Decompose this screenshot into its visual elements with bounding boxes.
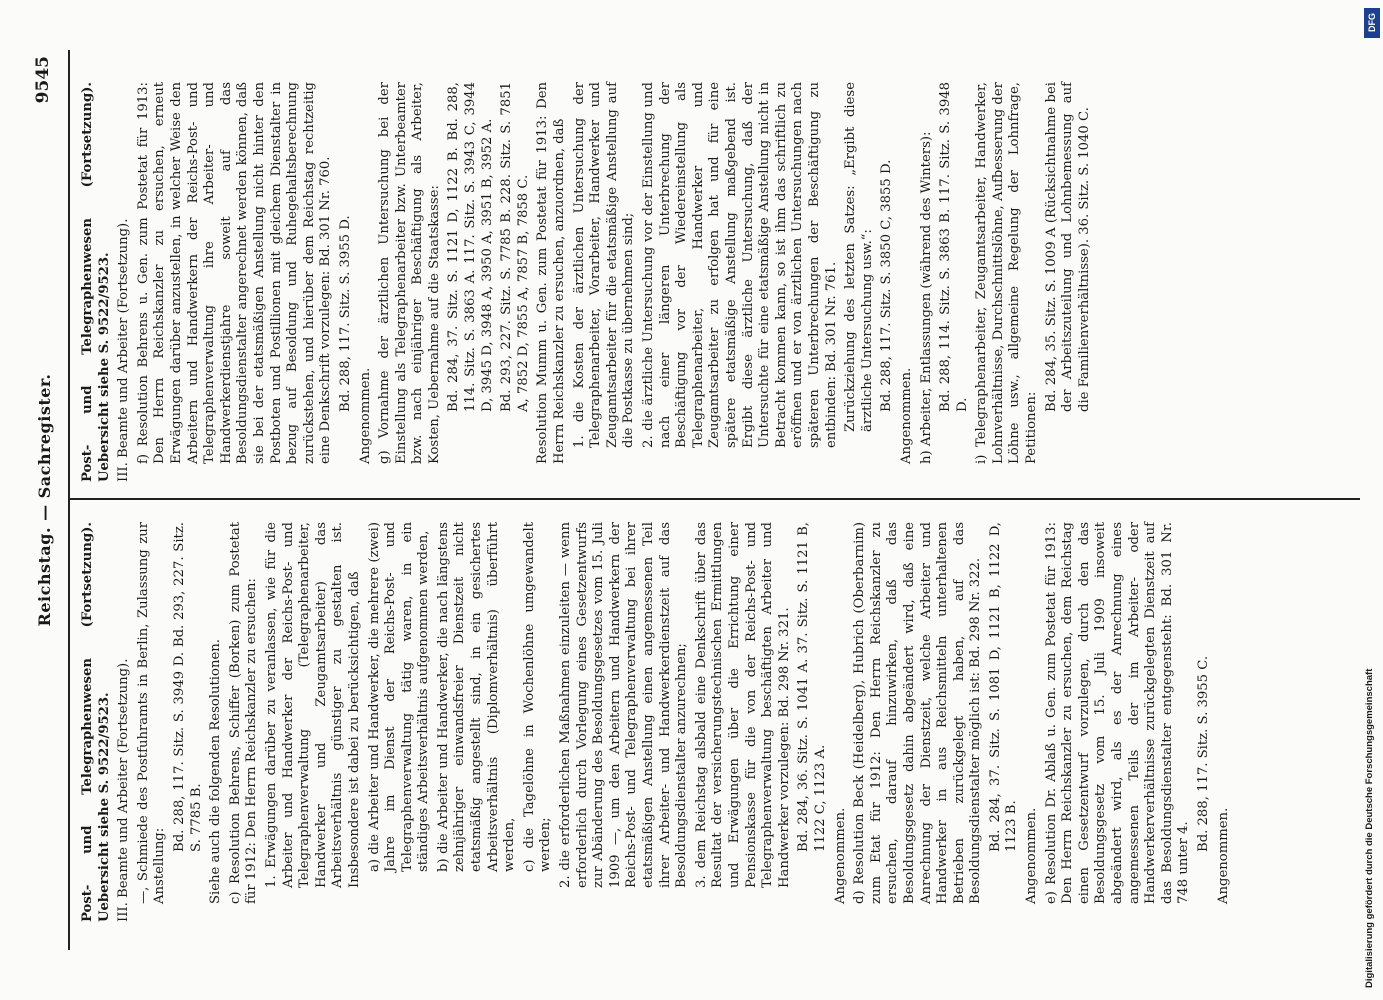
entry-paragraph: Angenommen. [1024,807,1040,904]
entry-paragraph: Bd. 284, 37. Sitz. S. 1121 D, 1122 B. Bd. 288, 114. Sitz. S. 3863 A. 117. Sitz. S. 3943 C, 3944 D, 3945 D, 3948 A, 3950 A, 3951 B, 3952 A. [446,82,495,412]
entry-paragraph: Post- und Telegraphenwesen (Fortsetzung). Uebersicht siehe S. 9522/9523. [80,82,112,482]
entry-paragraph: 3. dem Reichstag alsbald eine Denkschrift über das Resultat der versicherungstechnischen Ermittlungen und Erwägungen über die Errichtung einer Pensionskasse für die von der Reichs-Post- und Telegraphenverwaltung beschäftigten Arbeiter und Handwerker vorzulegen: Bd. 298 Nr. 321. [693,522,792,888]
funding-note-text: Digitalisierung gefördert durch die Deutsche Forschungsgemeinschaft [1364,668,1375,988]
entry-paragraph: f) Resolution Behrens u. Gen. zum Postetat für 1913: Den Herrn Reichskanzler zu ersuchen, erneut Erwägungen darüber anzustellen, in welcher Weise den Arbeitern und Handwerkern der Reichs-Post- und Telegraphenverwaltung ihre Arbeiter- und Handwerkerdienstjahre soweit auf das Besoldungsdienstalter angerechnet werden können, daß sie bei der etatsmäßigen Anstellung nicht hinter den Postboten und Postillionen mit gleichem Dienstalter in bezug auf Besoldung und Ruhegehaltsberechnung zurückstehen, und hierüber dem Reichstag rechtzeitig eine Denkschrift vorzulegen: Bd. 301 Nr. 760. [135,82,334,464]
entry-paragraph: Bd. 284, 36. Sitz. S. 1041 A. 37. Sitz. S. 1121 B, 1122 C, 1123 A. [796,522,828,852]
entry-paragraph: Bd. 293, 227. Sitz. S. 7785 B. 228. Sitz. S. 7851 A, 7852 D, 7855 A, 7857 B, 7858 C. [499,82,531,412]
right-column [80,82,1096,482]
entry-paragraph: g) Vornahme der ärztlichen Untersuchung bei der Einstellung als Telegraphenarbeiter bzw. Unterbeamter bzw. nach einjähriger Beschäftigung als Arbeiter, Kosten, Uebernahme auf die Staatskasse: [377,82,442,464]
entry-paragraph: 2. die ärztliche Untersuchung vor der Einstellung und nach einer längeren Unterbrechung der Beschäftigung vor der Wiedereinstellung als Telegraphenarbeiter, Handwerker und Zeugamtsarbeiter zu erfolgen hat und für eine spätere etatsmäßige Anstellung maßgebend ist. Ergibt diese ärztliche Untersuchung, daß der Untersuchte für eine etatsmäßige Anstellung nicht in Betracht kommen kann, so ist ihm das schriftlich zu eröffnen und er von ärztlichen Untersuchungen nach späteren Unterbrechungen der Beschäftigung zu entbinden: Bd. 301 Nr. 761. [641,82,839,448]
page-number: 9545 [33,56,53,104]
entry-paragraph: Angenommen. [357,367,373,464]
entry-paragraph: Zurückziehung des letzten Satzes: „Ergibt diese ärztliche Untersuchung usw.“: [843,82,875,432]
left-column [80,522,1235,922]
entry-paragraph: Post- und Telegraphenwesen (Fortsetzung). Uebersicht siehe S. 9522/9523. [80,522,112,922]
entry-paragraph: c) die Tagelöhne in Wochenlöhne umgewandelt werden; [521,522,554,872]
column-divider [70,499,1360,501]
running-title: Reichstag. — Sachregister. [35,373,54,627]
entry-paragraph: b) die Arbeiter und Handwerker, die nach längstens zehnjähriger einwandsfreier Dienstzeit nicht etatsmäßig angestellt sind, in ein gesichertes Arbeitsverhältnis (Diplomverhältnis) überführt werden, [435,522,518,872]
entry-paragraph: III. Beamte und Arbeiter (Fortsetzung). [116,658,132,922]
entry-paragraph: Angenommen. [1215,807,1231,904]
entry-paragraph: d) Resolution Beck (Heidelberg), Hubrich (Oberbarnim) zum Etat für 1912: Den Herrn Reichskanzler zu ersuchen, darauf hinzuwirken, daß das Besoldungsgesetz dahin abgeändert wird, daß eine Anrechnung der Dienstzeit, welche Arbeiter und Handwerker in aus Reichsmitteln unterhaltenen Betrieben zurückgelegt haben, auf das Besoldungsdienstalter möglich ist: Bd. 298 Nr. 322. [852,522,984,904]
entry-paragraph: Siehe auch die folgenden Resolutionen. [208,639,224,904]
dfg-logo-text: DFG [1367,13,1377,33]
entry-paragraph: Bd. 284, 35. Sitz. S. 1009 A (Rücksichtnahme bei der Arbeitszuteilung und Lohnbemessung auf die Familienverhältnisse). 36. Sitz. S. 1040 C. [1043,82,1092,412]
entry-paragraph: Bd. 288, 117. Sitz. S. 3955 D. [337,215,353,412]
header-rule [68,50,70,950]
entry-paragraph: c) Resolution Behrens, Schiffer (Borken) zum Postetat für 1912: Den Herrn Reichskanzler zu ersuchen: [227,522,260,904]
entry-paragraph: Angenommen. [898,367,914,464]
entry-paragraph: h) Arbeiter, Entlassungen (während des Winters): [918,131,934,464]
entry-paragraph: e) Resolution Dr. Ablaß u. Gen. zum Postetat für 1913: Den Herrn Reichskanzler zu ersuchen, dem Reichstag einen Gesetzentwurf vorzulegen, durch den das Besoldungsgesetz vom 15. Juli 1909 insoweit abgeändert wird, als es der Anrechnung eines angemessenen Teils der im Arbeiter- oder Handwerkerverhältnisse zurückgelegten Dienstzeit auf das Besoldungsdienstalter entgegensteht: Bd. 301 Nr. 748 unter 4. [1043,522,1192,904]
entry-paragraph: 2. die erforderlichen Maßnahmen einzuleiten — wenn erforderlich durch Vorlegung eines Gesetzentwurfs zur Abänderung des Besoldungsgesetzes vom 15. Juli 1909 —, um den Arbeitern und Handwerkern der Reichs-Post- und Telegraphenverwaltung bei ihrer etatsmäßigen Anstellung einen angemessenen Teil ihrer Arbeiter- und Handwerkerdienstzeit auf das Besoldungsdienstalter anzurechnen; [558,522,690,888]
entry-paragraph: a) die Arbeiter und Handwerker, die mehrere (zwei) Jahre im Dienst der Reichs-Post- und Telegraphenverwaltung tätig waren, in ein ständiges Arbeitsverhältnis aufgenommen werden, [366,522,432,872]
entry-paragraph: Angenommen. [832,807,848,904]
entry-paragraph: III. Beamte und Arbeiter (Fortsetzung). [116,218,132,482]
entry-paragraph: Bd. 288, 117. Sitz. S. 3949 D. Bd. 293, 227. Sitz. S. 7785 B. [171,522,204,852]
entry-paragraph: Resolution Mumm u. Gen. zum Postetat für 1913: Den Herrn Reichskanzler zu ersuchen, anzuordnen, daß [535,82,568,464]
entry-paragraph: 1. Erwägungen darüber zu veranlassen, wie für die Arbeiter und Handwerker der Reichs-Post- und Telegraphenverwaltung (Telegraphenarbeiter, Handwerker und Zeugamtsarbeiter) das Arbeitsverhältnis günstiger zu gestalten ist. Insbesondere ist dabei zu berücksichtigen, daß [263,522,362,888]
entry-paragraph: Bd. 288, 114. Sitz. S. 3863 B. 117. Sitz. S. 3948 D. [938,82,970,412]
funding-note [1364,8,1380,988]
entry-paragraph: —, Schmiede des Postfuhramts in Berlin, Zulassung zur Anstellung: [135,522,168,904]
entry-paragraph: Bd. 284, 37. Sitz. S. 1081 D, 1121 B, 1122 D, 1123 B. [987,522,1020,852]
entry-paragraph: 1. die Kosten der ärztlichen Untersuchung der Telegraphenarbeiter, Vorarbeiter, Handwerker und Zeugamtsarbeiter für die etatsmäßige Anstellung auf die Postkasse zu übernehmen sind; [571,82,637,448]
entry-paragraph: i) Telegraphenarbeiter, Zeugamtsarbeiter, Handwerker, Lohnverhältnisse, Durchschnittslöhne, Aufbesserung der Löhne usw., allgemeine Regelung der Lohnfrage, Petitionen: [974,82,1040,464]
entry-paragraph: Bd. 288, 117. Sitz. S. 3955 C. [1196,655,1211,852]
dfg-logo [1364,8,1380,38]
entry-paragraph: Bd. 288, 117. Sitz. S. 3850 C, 3855 D. [879,159,895,412]
page-header [25,56,65,944]
